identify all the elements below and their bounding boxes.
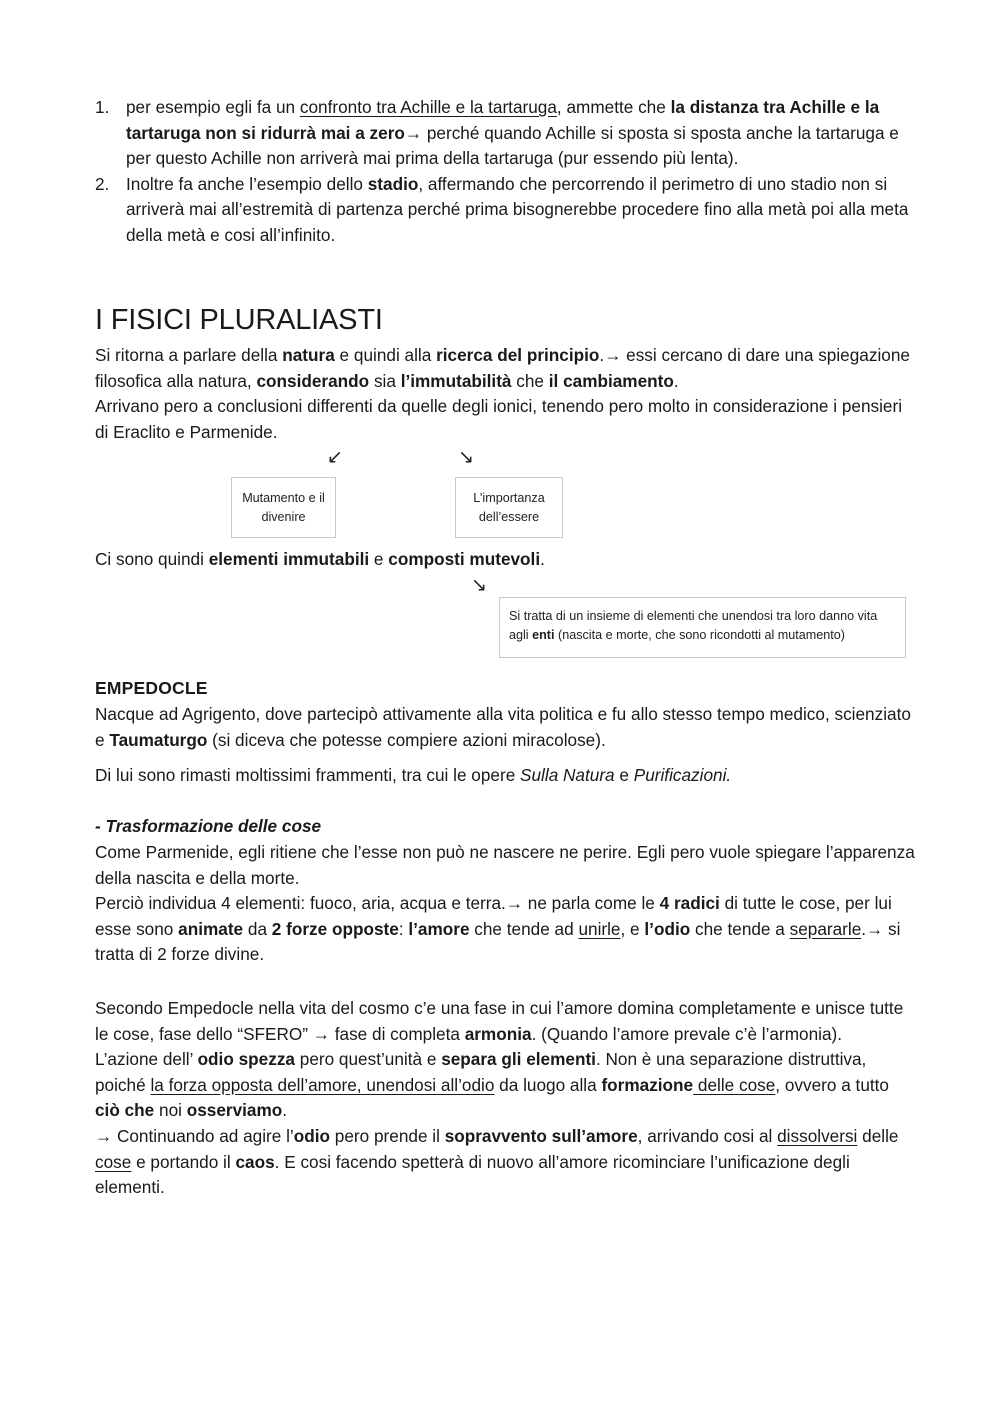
empedocle-paragraph-1 [95,702,915,753]
text: Come Parmenide, egli ritiene che l’esse non può ne nascere ne perire. Egli pero vuole spiegare l’apparenza della nascita e della morte. [95,842,915,888]
text: L’azione dell’ [95,1049,198,1070]
text: e [614,765,634,785]
text: .→ si tratta di 2 forze divine. [95,918,901,965]
underlined-text: unirle [578,918,621,939]
text: di tutte le cose, per lui esse sono [95,893,892,939]
bold-text: caos [235,1151,275,1172]
text: da luogo alla [494,1074,602,1095]
text: e portando il [131,1151,236,1172]
bold-text: osserviamo [186,1100,283,1121]
list-item [95,172,915,249]
bold-text: animate [178,918,244,939]
arrow-down-right-icon: ↘ [458,447,474,468]
text: . [540,549,545,569]
text: noi [154,1100,187,1121]
text: . (Quando l’amore prevale c’è l’armonia). [531,1023,843,1044]
underlined-text: confronto tra Achille e la tartaruga [299,97,557,117]
bold-text: elementi immutabili [208,549,370,569]
section-title: I FISICI PLURALIASTI [95,304,383,336]
underlined-text: separarle [789,918,862,939]
box-text: Si tratta di un insieme di elementi che unendosi tra loro danno vita agli [509,609,878,642]
text: delle [857,1125,899,1146]
list-number: 2. [95,173,110,194]
text: che [511,370,549,391]
text: , ammette che [556,97,671,117]
text: Inoltre fa anche l’esempio dello [126,173,368,194]
italic-text: Purificazioni. [633,765,732,785]
bold-text: 2 forze opposte [271,918,399,939]
text: , ovvero a tutto [775,1074,889,1095]
text: sia [369,370,401,391]
text: Nacque ad Agrigento, dove partecipò attivamente alla vita politica e fu allo stesso tempo medico, scienziato e [95,704,911,750]
text: pero prende il [330,1125,445,1146]
underlined-text: delle cose [693,1074,776,1095]
empedocle-paragraph-2 [95,763,915,789]
text: : [398,918,409,939]
italic-text: Sulla Natura [520,765,615,785]
subheading: - Trasformazione delle cose [95,816,322,836]
bold-text: natura [282,345,335,365]
text: , arrivando cosi al [637,1125,778,1146]
text: . [673,370,679,391]
bold-text: odio [293,1125,331,1146]
text: Ci sono quindi [95,549,209,569]
bold-text: l’amore [408,918,470,939]
box-text: L’importanza dell’essere [473,490,545,524]
text: → Continuando ad agire l’ [95,1125,294,1146]
underlined-text: dissolversi [777,1125,858,1146]
bold-text: il cambiamento [548,370,674,391]
bold-text: odio spezza [197,1049,295,1070]
bold-text: formazione [601,1074,694,1095]
bold-text: ciò che [95,1100,155,1121]
text: Si ritorna a parlare della [95,345,283,365]
text: per esempio egli fa un [126,97,300,117]
text: .→ essi cercano di dare una spiegazione filosofica alla natura, [95,345,910,391]
text: . [282,1100,288,1121]
bold-text: l’immutabilità [400,370,512,391]
empedocle-paragraph-4 [95,996,915,1201]
text: che tende a [690,918,790,939]
empedocle-paragraph-3 [95,840,915,968]
bold-text: considerando [256,370,370,391]
bold-text: composti mutevoli [388,549,541,569]
bold-text: enti [532,628,555,642]
intro-paragraph [95,343,915,445]
text: da [243,918,272,939]
text: , affermando che percorrendo il perimetro di uno stadio non si arriverà mai all’estremità di partenza perché prima bisognerebbe procedere fino alla metà poi alla meta della metà e cosi all’infinito. [126,173,909,245]
list-item [95,95,915,172]
bold-text: l’odio [644,918,691,939]
diagram-box-mutamento [231,477,336,538]
text: . E cosi facendo spetterà di nuovo all’amore ricominciare l’unificazione degli elementi. [95,1151,850,1198]
text: Perciò individua 4 elementi: fuoco, aria, acqua e terra.→ ne parla come le [95,893,660,914]
underlined-text: cose [95,1151,132,1172]
arrow-down-left-icon: ↙ [327,447,343,468]
text: → perché quando Achille si sposta si sposta anche la tartaruga e per questo Achille non arriverà mai prima della tartaruga (pur essendo più lenta). [126,122,899,169]
list-number: 1. [95,97,110,117]
numbered-list [95,95,915,249]
text: e [369,549,389,569]
text: pero quest’unità e [294,1049,442,1070]
empedocle-heading: EMPEDOCLE [95,678,208,698]
bold-text: armonia [464,1023,532,1044]
diagram-box-essere [455,477,563,538]
text: , e [620,918,645,939]
text: e quindi alla [334,345,437,365]
elements-line [95,547,915,573]
bold-text: stadio [367,173,419,194]
bold-text: la distanza tra Achille e la tartaruga non si ridurrà mai a zero [126,97,880,143]
text: Secondo Empedocle nella vita del cosmo c’e una fase in cui l’amore domina completamente e unisce tutte le cose, fase dello “SFERO” → fase di completa [95,998,904,1044]
bold-text: 4 radici [659,893,720,914]
text: (si diceva che potesse compiere azioni miracolose). [207,729,606,750]
bold-text: separa gli elementi [441,1049,596,1070]
text: . Non è una separazione distruttiva, poiché [95,1049,867,1095]
box-text: Mutamento e il divenire [242,490,325,524]
text: Arrivano pero a conclusioni differenti da quelle degli ionici, tenendo pero molto in considerazione i pensieri di Eraclito e Parmenide. [95,396,903,442]
underlined-text: la forza opposta dell’amore, unendosi all’odio [150,1074,495,1095]
text: che tende ad [469,918,579,939]
text: Di lui sono rimasti moltissimi frammenti, tra cui le opere [95,765,521,785]
bold-text: ricerca del principio [436,345,600,365]
diagram-box-composti [499,597,906,658]
bold-text: Taumaturgo [109,729,208,750]
box-text: (nascita e morte, che sono ricondotti al mutamento) [554,628,845,642]
arrow-down-right-icon: ↘ [471,575,487,596]
bold-text: sopravvento sull’amore [444,1125,638,1146]
